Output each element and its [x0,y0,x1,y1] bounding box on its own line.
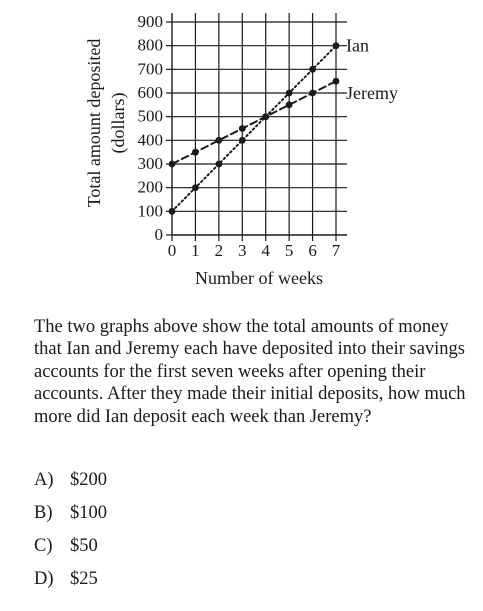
x-tick-label-5: 5 [284,241,294,260]
y-tick-label-5: 500 [137,106,163,126]
series-label-jeremy: Jeremy [346,83,398,104]
point-jeremy-0 [169,161,176,168]
choice-value: $25 [70,569,98,589]
x-tick-label-2: 2 [214,241,224,260]
choice-value: $100 [70,503,107,523]
point-ian-1 [192,184,199,191]
series-labels [346,36,398,104]
choice-value: $50 [70,536,98,556]
point-jeremy-2 [215,137,222,144]
y-tick-labels [138,12,164,244]
x-tick-labels [168,241,341,260]
point-ian-3 [239,137,246,144]
point-jeremy-5 [286,101,293,108]
point-jeremy-1 [192,149,199,156]
x-tick-label-3: 3 [238,241,247,260]
y-tick-label-8: 800 [137,35,163,55]
point-jeremy-6 [309,90,316,97]
y-tick-label-7: 700 [137,59,163,79]
point-ian-6 [309,66,316,73]
x-tick-label-1: 1 [191,241,200,260]
y-tick-label-4: 400 [137,130,163,150]
y-tick-label-6: 600 [137,83,163,102]
y-tick-label-1: 100 [137,201,163,221]
choice-d[interactable] [34,569,98,590]
choice-value: $200 [70,470,107,490]
x-axis-label: Number of weeks [195,268,323,288]
x-tick-label-6: 6 [308,241,317,260]
choice-a[interactable] [34,470,107,491]
point-jeremy-4 [262,113,269,120]
point-ian-0 [169,208,176,215]
choice-letter: B) [34,503,53,523]
choice-c[interactable] [34,536,98,557]
y-tick-label-3: 300 [137,154,163,173]
x-tick-label-4: 4 [261,241,270,260]
choice-b[interactable] [34,503,107,524]
y-tick-label-0: 0 [154,225,163,244]
choice-letter: D) [34,569,54,589]
point-ian-7 [333,42,340,49]
y-tick-label-2: 200 [137,177,163,197]
choice-letter: A) [34,470,54,490]
point-jeremy-3 [239,125,246,132]
series-label-ian: Ian [346,35,369,56]
point-jeremy-7 [333,78,340,85]
deposit-chart [0,0,483,300]
point-ian-2 [215,161,222,168]
x-tick-label-0: 0 [167,241,177,260]
x-tick-label-7: 7 [331,241,341,260]
y-axis-unit-label: (dollars) [108,92,128,154]
y-tick-label-9: 900 [137,12,163,31]
y-axis-label: Total amount deposited [84,38,104,208]
choice-letter: C) [34,536,53,556]
point-ian-5 [286,90,293,97]
question-text: The two graphs above show the total amounts of money that Ian and Jeremy each have deposited into their savings accounts for the first seven weeks after opening their accounts. After they made their initial deposits, how much more did Ian deposit each week than Jeremy? [34,317,466,427]
